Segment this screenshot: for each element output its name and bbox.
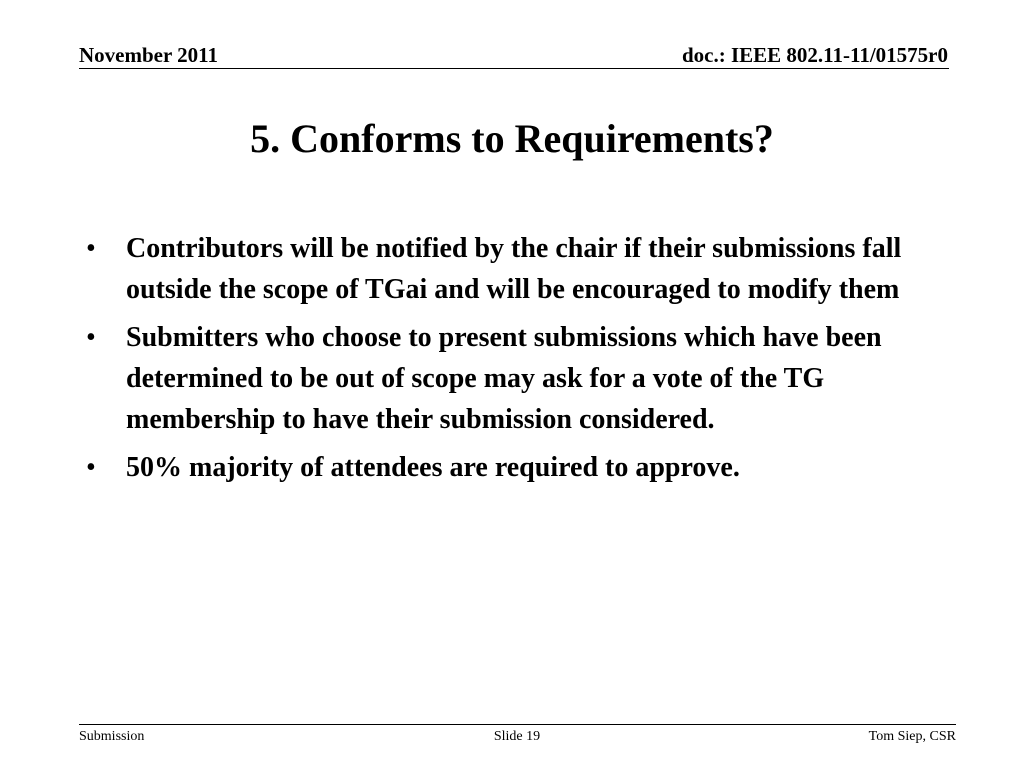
bullet-item-3 [84,447,934,488]
slide-title: 5. Conforms to Requirements? [250,116,774,161]
footer-submission: Submission [79,729,145,744]
bullet-dot-icon: • [86,322,96,353]
header-doc-id: doc.: IEEE 802.11-11/01575r0 [681,43,948,67]
bullet-item-1 [84,228,934,310]
header-date: November 2011 [79,43,219,67]
footer-author: Tom Siep, CSR [868,729,956,744]
bullet-list [84,228,934,495]
footer-divider [79,724,956,725]
bullet-dot-icon: • [86,452,96,483]
header-divider [79,68,949,69]
bullet-text-2: Submitters who choose to present submissions which have been determined to be out of scope may ask for a vote of the TG membership to have their submission considered. [126,322,882,435]
bullet-text-1: Contributors will be notified by the chair if their submissions fall outside the scope of TGai and will be encouraged to modify them [126,233,902,305]
bullet-item-2 [84,317,934,440]
footer-slide-number: Slide 19 [493,729,541,744]
bullet-text-3: 50% majority of attendees are required to approve. [126,452,740,483]
bullet-dot-icon: • [86,233,96,264]
